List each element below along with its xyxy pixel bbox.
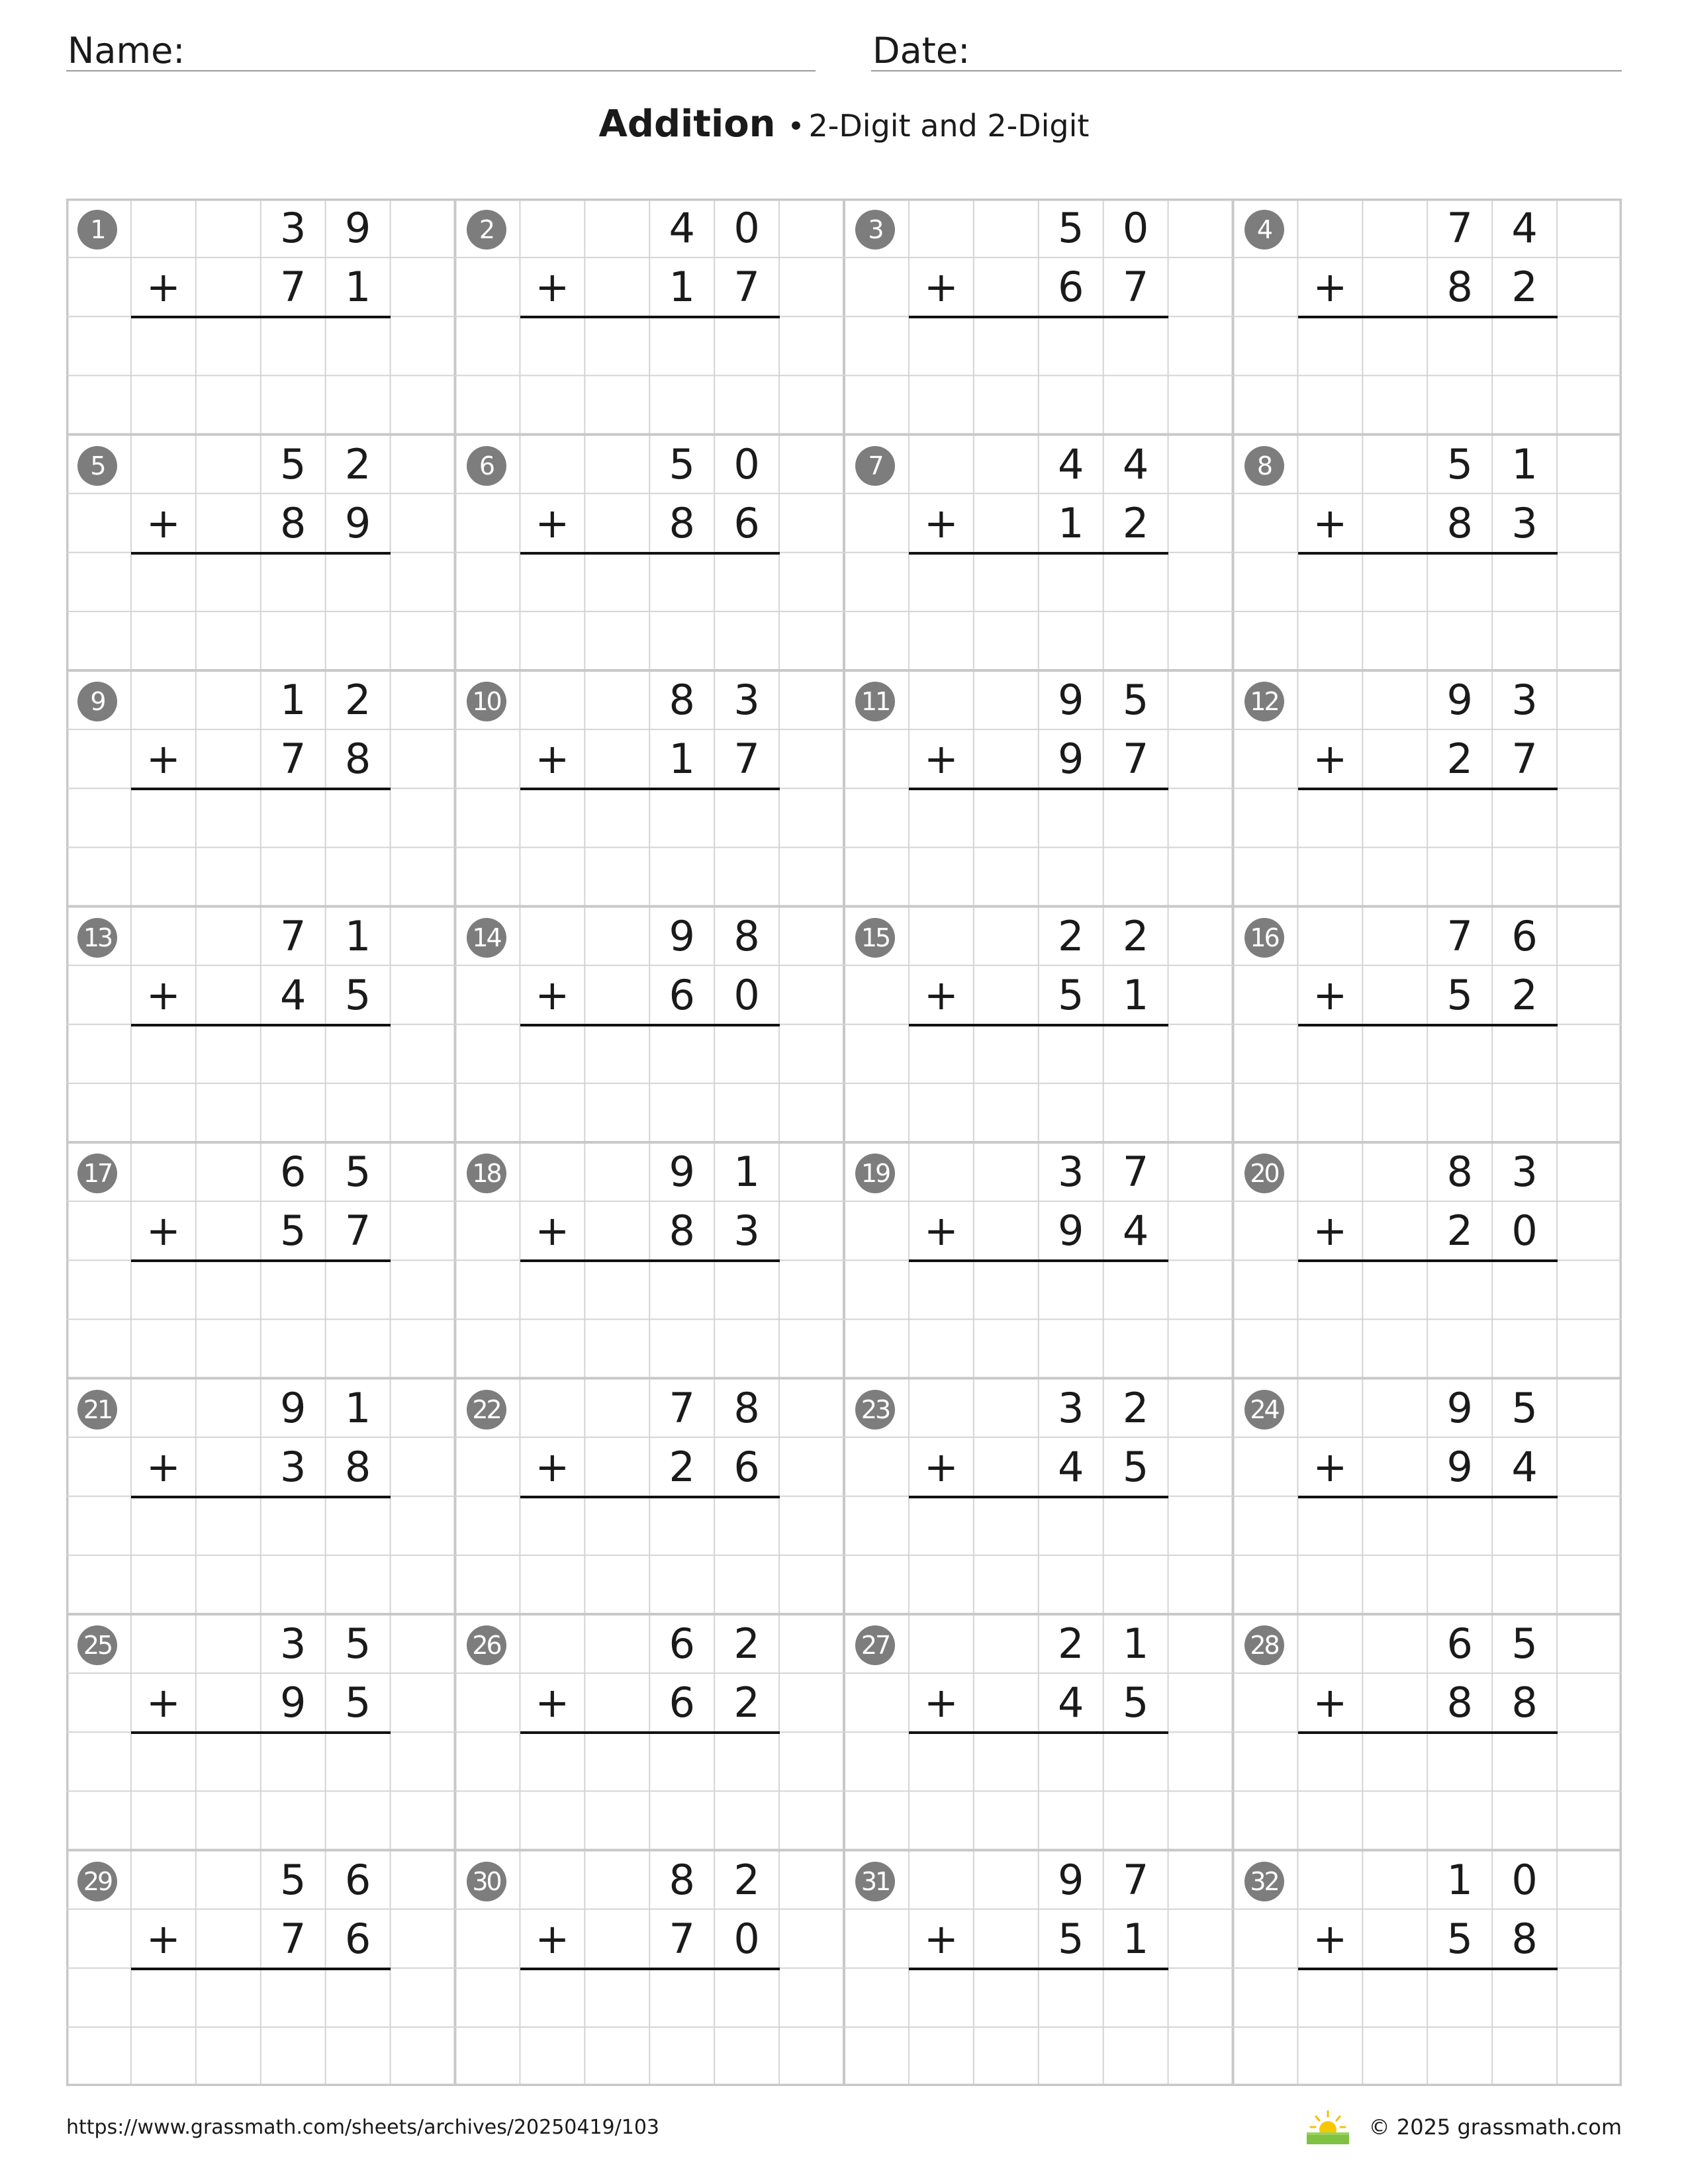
- problem-number-badge: 24: [1244, 1390, 1284, 1430]
- addend-top-ones: 2: [733, 1619, 760, 1668]
- plus-operator: +: [146, 1206, 181, 1255]
- plus-operator: +: [535, 498, 570, 547]
- plus-operator: +: [146, 735, 181, 784]
- problem-17: [66, 1142, 455, 1378]
- addend-bottom-ones: 2: [733, 1678, 760, 1727]
- addend-top-ones: 0: [733, 439, 760, 488]
- addend-bottom-ones: 2: [1511, 263, 1538, 312]
- addend-top-tens: 8: [669, 1855, 695, 1904]
- plus-operator: +: [535, 263, 570, 312]
- plus-operator: +: [923, 970, 959, 1019]
- addend-bottom-ones: 6: [344, 1914, 371, 1963]
- addend-top-ones: 5: [344, 1619, 371, 1668]
- addend-bottom-ones: 7: [733, 263, 760, 312]
- problem-number-badge: 14: [467, 918, 506, 958]
- addend-top-tens: 5: [280, 1855, 306, 1904]
- plus-operator: +: [923, 1914, 959, 1963]
- plus-operator: +: [923, 735, 959, 784]
- problem-number-badge: 25: [77, 1625, 117, 1665]
- addend-top-ones: 5: [344, 1148, 371, 1196]
- plus-operator: +: [535, 1914, 570, 1963]
- problem-number-badge: 22: [467, 1390, 506, 1430]
- addend-bottom-tens: 8: [1446, 498, 1473, 547]
- addend-bottom-ones: 1: [344, 263, 371, 312]
- problem-24: [1233, 1379, 1622, 1614]
- addend-bottom-tens: 9: [280, 1678, 306, 1727]
- answer-line: [520, 552, 780, 555]
- addend-bottom-ones: 5: [344, 970, 371, 1019]
- addend-bottom-tens: 4: [280, 970, 306, 1019]
- addend-bottom-ones: 7: [1122, 735, 1149, 784]
- addend-top-ones: 7: [1122, 1855, 1149, 1904]
- addend-bottom-ones: 7: [1511, 735, 1538, 784]
- addend-top-tens: 7: [1446, 911, 1473, 960]
- plus-operator: +: [146, 498, 181, 547]
- addend-bottom-tens: 1: [1058, 498, 1084, 547]
- addend-top-tens: 2: [1058, 911, 1084, 960]
- answer-line: [1298, 1024, 1558, 1026]
- answer-line: [909, 1496, 1168, 1498]
- plus-operator: +: [1313, 1206, 1348, 1255]
- addend-top-tens: 6: [1446, 1619, 1473, 1668]
- addend-bottom-ones: 9: [344, 498, 371, 547]
- addend-top-ones: 2: [344, 676, 371, 724]
- problem-7: [844, 435, 1233, 670]
- addend-top-tens: 9: [280, 1383, 306, 1432]
- addend-top-tens: 7: [1446, 204, 1473, 252]
- answer-line: [131, 316, 391, 318]
- addend-bottom-ones: 2: [1511, 970, 1538, 1019]
- answer-line: [131, 1024, 391, 1026]
- plus-operator: +: [146, 970, 181, 1019]
- addend-top-tens: 9: [669, 1148, 695, 1196]
- problem-5: [66, 435, 455, 670]
- name-label: Name:: [68, 30, 185, 71]
- addend-top-ones: 0: [1511, 1855, 1538, 1904]
- addend-top-tens: 2: [1058, 1619, 1084, 1668]
- addend-bottom-ones: 3: [733, 1206, 760, 1255]
- problem-4: [1233, 199, 1622, 434]
- addend-bottom-ones: 5: [1122, 1442, 1149, 1491]
- date-label: Date:: [872, 30, 970, 71]
- addend-bottom-tens: 5: [1058, 1914, 1084, 1963]
- plus-operator: +: [1313, 1442, 1348, 1491]
- addend-bottom-ones: 0: [733, 1914, 760, 1963]
- plus-operator: +: [1313, 970, 1348, 1019]
- addend-bottom-ones: 5: [1122, 1678, 1149, 1727]
- plus-operator: +: [535, 1678, 570, 1727]
- problem-9: [66, 670, 455, 906]
- problem-25: [66, 1614, 455, 1850]
- problem-2: [455, 199, 845, 434]
- sun-over-grass-icon: [1304, 2109, 1352, 2146]
- title-subtitle: 2-Digit and 2-Digit: [808, 108, 1090, 144]
- footer-branding: [1304, 2109, 1622, 2146]
- answer-line: [909, 788, 1168, 790]
- addend-top-ones: 1: [1122, 1619, 1149, 1668]
- addend-bottom-tens: 7: [280, 263, 306, 312]
- worksheet-title: [0, 103, 1688, 146]
- addend-bottom-tens: 8: [1446, 263, 1473, 312]
- plus-operator: +: [146, 263, 181, 312]
- problem-18: [455, 1142, 845, 1378]
- addend-bottom-tens: 5: [280, 1206, 306, 1255]
- answer-line: [520, 1731, 780, 1734]
- addend-top-ones: 0: [1122, 204, 1149, 252]
- addend-top-ones: 9: [344, 204, 371, 252]
- addend-bottom-ones: 8: [344, 735, 371, 784]
- addend-top-tens: 8: [1446, 1148, 1473, 1196]
- problem-number-badge: 19: [855, 1154, 895, 1193]
- problem-number-badge: 5: [77, 446, 117, 486]
- plus-operator: +: [146, 1914, 181, 1963]
- addend-bottom-ones: 6: [733, 1442, 760, 1491]
- answer-line: [1298, 552, 1558, 555]
- addend-bottom-tens: 6: [669, 1678, 695, 1727]
- answer-line: [909, 552, 1168, 555]
- plus-operator: +: [535, 735, 570, 784]
- addend-bottom-tens: 9: [1058, 735, 1084, 784]
- plus-operator: +: [1313, 1678, 1348, 1727]
- addend-bottom-tens: 7: [280, 1914, 306, 1963]
- footer-copyright: © 2025 grassmath.com: [1368, 2115, 1622, 2140]
- addend-top-tens: 4: [1058, 439, 1084, 488]
- addend-bottom-tens: 6: [669, 970, 695, 1019]
- problem-29: [66, 1850, 455, 2086]
- problem-19: [844, 1142, 1233, 1378]
- addend-bottom-tens: 1: [669, 263, 695, 312]
- addend-bottom-ones: 7: [733, 735, 760, 784]
- addend-top-tens: 3: [1058, 1148, 1084, 1196]
- addend-top-ones: 3: [733, 676, 760, 724]
- addend-bottom-tens: 8: [669, 1206, 695, 1255]
- addend-top-ones: 8: [733, 1383, 760, 1432]
- answer-line: [131, 552, 391, 555]
- plus-operator: +: [923, 263, 959, 312]
- problem-1: [66, 199, 455, 434]
- addend-bottom-ones: 1: [1122, 1914, 1149, 1963]
- answer-line: [1298, 788, 1558, 790]
- problem-28: [1233, 1614, 1622, 1850]
- problem-number-badge: 18: [467, 1154, 506, 1193]
- addend-bottom-tens: 9: [1058, 1206, 1084, 1255]
- answer-line: [131, 1731, 391, 1734]
- addend-top-tens: 5: [280, 439, 306, 488]
- problem-number-badge: 27: [855, 1625, 895, 1665]
- problem-30: [455, 1850, 845, 2086]
- addend-top-tens: 6: [280, 1148, 306, 1196]
- problem-number-badge: 11: [855, 682, 895, 721]
- problem-number-badge: 32: [1244, 1862, 1284, 1901]
- addend-bottom-ones: 8: [1511, 1678, 1538, 1727]
- problem-number-badge: 21: [77, 1390, 117, 1430]
- problem-32: [1233, 1850, 1622, 2086]
- addend-top-tens: 8: [669, 676, 695, 724]
- addend-top-ones: 1: [1511, 439, 1538, 488]
- plus-operator: +: [923, 1678, 959, 1727]
- problem-20: [1233, 1142, 1622, 1378]
- addend-bottom-ones: 8: [344, 1442, 371, 1491]
- addend-top-ones: 5: [1511, 1619, 1538, 1668]
- plus-operator: +: [1313, 735, 1348, 784]
- addend-top-ones: 0: [733, 204, 760, 252]
- addend-top-ones: 3: [1511, 1148, 1538, 1196]
- addend-top-tens: 1: [280, 676, 306, 724]
- problem-grid: [66, 199, 1622, 2086]
- addend-top-ones: 2: [1122, 1383, 1149, 1432]
- title-main: Addition: [598, 103, 776, 146]
- addend-bottom-ones: 0: [733, 970, 760, 1019]
- addend-bottom-tens: 6: [1058, 263, 1084, 312]
- answer-line: [520, 1968, 780, 1970]
- answer-line: [520, 1496, 780, 1498]
- problem-number-badge: 29: [77, 1862, 117, 1901]
- answer-line: [520, 1259, 780, 1262]
- problem-number-badge: 26: [467, 1625, 506, 1665]
- answer-line: [520, 316, 780, 318]
- addend-bottom-tens: 2: [1446, 1206, 1473, 1255]
- addend-bottom-tens: 2: [669, 1442, 695, 1491]
- addend-bottom-ones: 1: [1122, 970, 1149, 1019]
- answer-line: [909, 1024, 1168, 1026]
- addend-bottom-tens: 7: [669, 1914, 695, 1963]
- addend-bottom-tens: 2: [1446, 735, 1473, 784]
- addend-bottom-tens: 4: [1058, 1442, 1084, 1491]
- addend-top-ones: 3: [1511, 676, 1538, 724]
- addend-top-ones: 8: [733, 911, 760, 960]
- plus-operator: +: [535, 1206, 570, 1255]
- addend-top-ones: 2: [733, 1855, 760, 1904]
- answer-line: [1298, 316, 1558, 318]
- addend-top-tens: 5: [669, 439, 695, 488]
- addend-top-ones: 4: [1122, 439, 1149, 488]
- addend-bottom-tens: 3: [280, 1442, 306, 1491]
- plus-operator: +: [535, 970, 570, 1019]
- problem-number-badge: 13: [77, 918, 117, 958]
- problem-number-badge: 3: [855, 210, 895, 250]
- answer-line: [1298, 1496, 1558, 1498]
- addend-bottom-ones: 4: [1122, 1206, 1149, 1255]
- addend-bottom-ones: 8: [1511, 1914, 1538, 1963]
- answer-line: [1298, 1731, 1558, 1734]
- answer-line: [909, 316, 1168, 318]
- addend-top-tens: 9: [1058, 676, 1084, 724]
- plus-operator: +: [1313, 263, 1348, 312]
- answer-line: [1298, 1968, 1558, 1970]
- problem-number-badge: 1: [77, 210, 117, 250]
- problem-number-badge: 8: [1244, 446, 1284, 486]
- problem-number-badge: 31: [855, 1862, 895, 1901]
- problem-number-badge: 4: [1244, 210, 1284, 250]
- plus-operator: +: [535, 1442, 570, 1491]
- addend-top-ones: 4: [1511, 204, 1538, 252]
- problem-number-badge: 30: [467, 1862, 506, 1901]
- answer-line: [131, 788, 391, 790]
- addend-bottom-tens: 9: [1446, 1442, 1473, 1491]
- problem-number-badge: 7: [855, 446, 895, 486]
- problem-12: [1233, 670, 1622, 906]
- addend-top-ones: 5: [1511, 1383, 1538, 1432]
- addend-bottom-ones: 4: [1511, 1442, 1538, 1491]
- addend-top-tens: 9: [1058, 1855, 1084, 1904]
- problem-6: [455, 435, 845, 670]
- problem-14: [455, 907, 845, 1142]
- problem-15: [844, 907, 1233, 1142]
- addend-bottom-tens: 7: [280, 735, 306, 784]
- addend-top-tens: 5: [1446, 439, 1473, 488]
- problem-16: [1233, 907, 1622, 1142]
- addend-top-tens: 9: [1446, 1383, 1473, 1432]
- addend-bottom-ones: 6: [733, 498, 760, 547]
- addend-top-tens: 3: [280, 1619, 306, 1668]
- addend-bottom-tens: 5: [1446, 970, 1473, 1019]
- addend-top-ones: 1: [733, 1148, 760, 1196]
- addend-bottom-ones: 7: [1122, 263, 1149, 312]
- title-separator: •: [787, 110, 805, 144]
- addend-bottom-tens: 8: [1446, 1678, 1473, 1727]
- addend-bottom-ones: 5: [344, 1678, 371, 1727]
- addend-top-tens: 5: [1058, 204, 1084, 252]
- answer-line: [909, 1259, 1168, 1262]
- addend-top-ones: 5: [1122, 676, 1149, 724]
- answer-line: [131, 1968, 391, 1970]
- problem-number-badge: 20: [1244, 1154, 1284, 1193]
- addend-bottom-ones: 3: [1511, 498, 1538, 547]
- problem-27: [844, 1614, 1233, 1850]
- addend-top-tens: 7: [280, 911, 306, 960]
- problem-number-badge: 12: [1244, 682, 1284, 721]
- addend-bottom-tens: 4: [1058, 1678, 1084, 1727]
- problem-31: [844, 1850, 1233, 2086]
- addend-top-tens: 1: [1446, 1855, 1473, 1904]
- plus-operator: +: [1313, 498, 1348, 547]
- answer-line: [131, 1496, 391, 1498]
- answer-line: [909, 1968, 1168, 1970]
- addend-bottom-tens: 8: [280, 498, 306, 547]
- addend-top-ones: 7: [1122, 1148, 1149, 1196]
- problem-number-badge: 10: [467, 682, 506, 721]
- addend-bottom-ones: 0: [1511, 1206, 1538, 1255]
- plus-operator: +: [923, 498, 959, 547]
- addend-bottom-tens: 5: [1446, 1914, 1473, 1963]
- problem-number-badge: 15: [855, 918, 895, 958]
- addend-bottom-tens: 1: [669, 735, 695, 784]
- problem-number-badge: 16: [1244, 918, 1284, 958]
- problem-11: [844, 670, 1233, 906]
- plus-operator: +: [923, 1442, 959, 1491]
- problem-26: [455, 1614, 845, 1850]
- problem-number-badge: 6: [467, 446, 506, 486]
- problem-21: [66, 1379, 455, 1614]
- plus-operator: +: [1313, 1914, 1348, 1963]
- answer-line: [909, 1731, 1168, 1734]
- addend-top-tens: 3: [280, 204, 306, 252]
- name-field[interactable]: [66, 24, 816, 71]
- date-field[interactable]: [871, 24, 1622, 71]
- addend-top-ones: 1: [344, 1383, 371, 1432]
- problem-number-badge: 17: [77, 1154, 117, 1193]
- problem-22: [455, 1379, 845, 1614]
- answer-line: [520, 788, 780, 790]
- answer-line: [131, 1259, 391, 1262]
- problem-10: [455, 670, 845, 906]
- addend-top-ones: 6: [344, 1855, 371, 1904]
- plus-operator: +: [146, 1678, 181, 1727]
- problem-number-badge: 23: [855, 1390, 895, 1430]
- problem-23: [844, 1379, 1233, 1614]
- addend-bottom-ones: 2: [1122, 498, 1149, 547]
- plus-operator: +: [923, 1206, 959, 1255]
- addend-top-ones: 1: [344, 911, 371, 960]
- addend-bottom-tens: 5: [1058, 970, 1084, 1019]
- addend-top-tens: 7: [669, 1383, 695, 1432]
- addend-top-tens: 3: [1058, 1383, 1084, 1432]
- answer-line: [520, 1024, 780, 1026]
- addend-top-ones: 2: [344, 439, 371, 488]
- problem-number-badge: 2: [467, 210, 506, 250]
- problem-13: [66, 907, 455, 1142]
- problem-8: [1233, 435, 1622, 670]
- addend-top-tens: 9: [1446, 676, 1473, 724]
- problem-number-badge: 9: [77, 682, 117, 721]
- addend-top-ones: 2: [1122, 911, 1149, 960]
- footer-url: https://www.grassmath.com/sheets/archives/20250419/103: [66, 2116, 660, 2139]
- problem-number-badge: 28: [1244, 1625, 1284, 1665]
- problem-3: [844, 199, 1233, 434]
- addend-top-tens: 4: [669, 204, 695, 252]
- answer-line: [1298, 1259, 1558, 1262]
- addend-top-ones: 6: [1511, 911, 1538, 960]
- plus-operator: +: [146, 1442, 181, 1491]
- addend-bottom-ones: 7: [344, 1206, 371, 1255]
- addend-top-tens: 9: [669, 911, 695, 960]
- addend-bottom-tens: 8: [669, 498, 695, 547]
- addend-top-tens: 6: [669, 1619, 695, 1668]
